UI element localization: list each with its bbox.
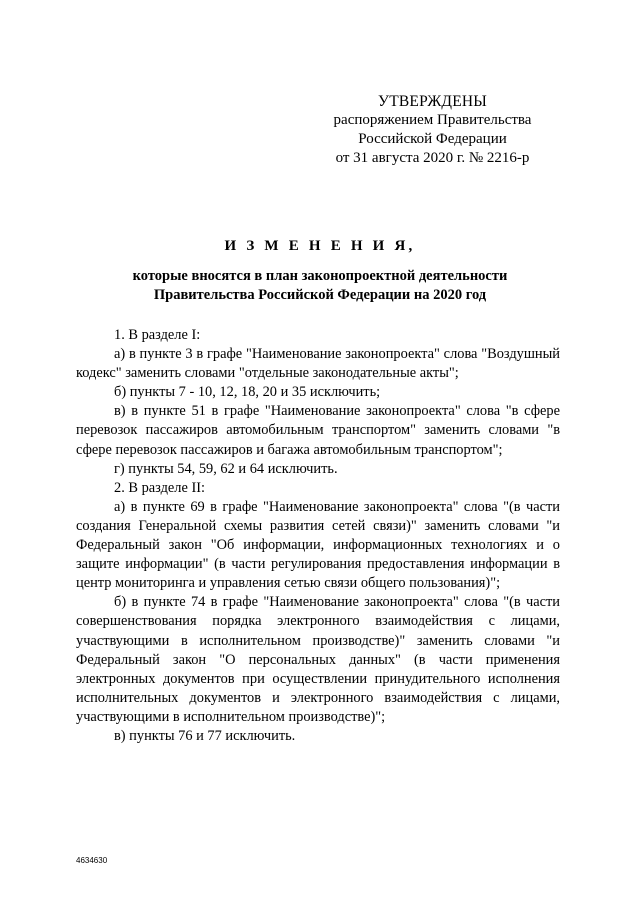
section-2-item-b: б) в пункте 74 в графе "Наименование законопроекта" слова "(в части совершенствования порядка электронного взаимодействия с лицами, участвующими в исполнительном производстве)" заменить словами "и Федеральный закон "О персональных данных" (в части применения электронных документов при осуществлении принудительного исполнения исполнительных документов и электронного взаимодействия с лицами, участвующими в исполнительном производстве)"; bbox=[76, 594, 560, 725]
section-1-item-a: а) в пункте 3 в графе "Наименование законопроекта" слова "Воздушный кодекс" заменить словами "отдельные законодательные акты"; bbox=[76, 346, 560, 382]
approval-stamp bbox=[330, 92, 535, 168]
subtitle-line-1: которые вносятся в план законопроектной деятельности bbox=[132, 268, 508, 284]
subtitle-line-2: Правительства Российской Федерации на 2020 год bbox=[153, 287, 487, 303]
document-subtitle bbox=[100, 267, 540, 305]
approval-line-3: от 31 августа 2020 г. № 2216-р bbox=[335, 150, 530, 166]
section-1-item-g: г) пункты 54, 59, 62 и 64 исключить. bbox=[114, 460, 338, 477]
section-1-item-b: б) пункты 7 - 10, 12, 18, 20 и 35 исключить; bbox=[114, 384, 381, 401]
section-1-item-v: в) в пункте 51 в графе "Наименование законопроекта" слова "в сфере перевозок пассажиров автомобильным транспортом" заменить словами "в сфере перевозок пассажиров и багажа автомобильным транспортом"; bbox=[76, 403, 560, 458]
section-2-item-v: в) пункты 76 и 77 исключить. bbox=[114, 727, 296, 744]
document-title: И З М Е Н Е Н И Я, bbox=[224, 238, 416, 254]
section-2-heading: 2. В разделе II: bbox=[114, 479, 206, 496]
document-body bbox=[76, 326, 560, 746]
approval-line-1: распоряжением Правительства bbox=[333, 112, 532, 128]
section-2-item-a: а) в пункте 69 в графе "Наименование законопроекта" слова "(в части создания Генеральной схемы развития сетей связи)" заменить словами "и Федеральный закон "Об информации, информационных технологиях и о защите информации" (в части регулирования предоставления информации в центр мониторинга и управления сетью связи общего пользования)"; bbox=[76, 498, 560, 592]
document-code: 4634630 bbox=[76, 856, 108, 865]
approval-line-2: Российской Федерации bbox=[358, 131, 507, 147]
section-1-heading: 1. В разделе I: bbox=[114, 327, 201, 343]
approval-title: УТВЕРЖДЕНЫ bbox=[378, 93, 487, 110]
